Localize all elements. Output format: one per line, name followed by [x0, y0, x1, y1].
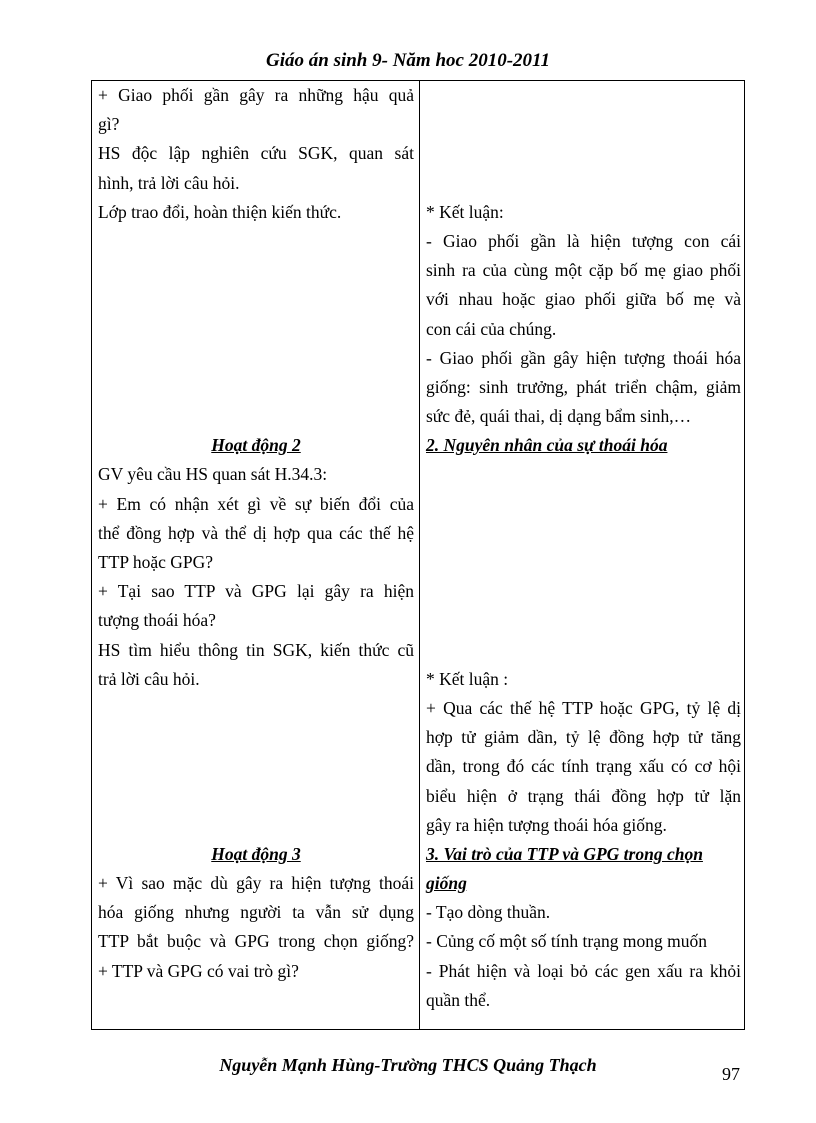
text-line: giống: sinh trưởng, phát triển chậm, giảm	[426, 376, 741, 397]
blank-line	[426, 81, 741, 110]
text-line: biểu hiện ở trạng thái đồng hợp tử lặn	[426, 785, 741, 806]
text-line: Lớp trao đổi, hoàn thiện kiến thức.	[98, 201, 342, 222]
text-line: quần thể.	[426, 989, 491, 1010]
text-line: con cái của chúng.	[426, 318, 557, 339]
blank-line	[98, 402, 414, 431]
text-line: tượng thoái hóa?	[98, 610, 216, 631]
text-line: thể đồng hợp và thể dị hợp qua các thế hệ	[98, 522, 414, 543]
text-line: trả lời câu hỏi.	[98, 668, 200, 689]
section-heading: 3. Vai trò của TTP và GPG trong chọn	[426, 843, 703, 864]
blank-line	[426, 636, 741, 665]
activity-heading: Hoạt động 3	[211, 843, 301, 864]
page-number: 97	[722, 1064, 740, 1084]
text-line: gì?	[98, 114, 120, 135]
blank-line	[98, 694, 414, 723]
blank-line	[98, 315, 414, 344]
blank-line	[98, 723, 414, 752]
text-line: HS độc lập nghiên cứu SGK, quan sát	[98, 143, 414, 164]
blank-line	[426, 110, 741, 139]
blank-line	[426, 490, 741, 519]
page-footer: Nguyễn Mạnh Hùng-Trường THCS Quảng Thạch	[219, 1055, 597, 1075]
page-header: Giáo án sinh 9- Năm hoc 2010-2011	[266, 50, 550, 71]
blank-line	[98, 256, 414, 285]
blank-line	[426, 139, 741, 168]
text-line: hình, trả lời câu hỏi.	[98, 172, 240, 193]
blank-line	[98, 373, 414, 402]
text-line: + Vì sao mặc dù gây ra hiện tượng thoái	[98, 873, 414, 894]
section-heading: 2. Nguyên nhân của sự thoái hóa	[426, 435, 668, 456]
text-line: gây ra hiện tượng thoái hóa giống.	[426, 814, 667, 835]
text-line: + Tại sao TTP và GPG lại gây ra hiện	[98, 581, 414, 602]
activity-column	[92, 81, 419, 986]
conclusion-label: * Kết luận:	[426, 201, 504, 222]
blank-line	[98, 782, 414, 811]
text-line: hóa giống nhưng người ta vẫn sử dụng	[98, 902, 414, 923]
text-line: TTP hoặc GPG?	[98, 552, 214, 572]
blank-line	[426, 519, 741, 548]
blank-line	[98, 344, 414, 373]
text-line: dần, trong đó các tính trạng xấu có cơ hội	[426, 756, 741, 777]
text-line: - Phát hiện và loại bỏ các gen xấu ra khỏi	[426, 960, 741, 981]
text-line: - Củng cố một số tính trạng mong muốn	[426, 931, 707, 952]
blank-line	[98, 752, 414, 781]
text-line: với nhau hoặc giao phối giữa bố mẹ và	[426, 289, 741, 310]
blank-line	[426, 169, 741, 198]
text-line: sinh ra của cùng một cặp bố mẹ giao phối	[426, 260, 741, 281]
blank-line	[426, 548, 741, 577]
text-line: HS tìm hiểu thông tin SGK, kiến thức cũ	[98, 639, 414, 660]
text-line: + Giao phối gần gây ra những hậu quả	[98, 85, 414, 105]
blank-line	[426, 577, 741, 606]
activity-heading: Hoạt động 2	[211, 435, 301, 456]
content-column	[420, 81, 746, 1015]
text-line: - Giao phối gần gây hiện tượng thoái hóa	[426, 347, 741, 368]
section-heading-cont: giống	[426, 873, 467, 894]
text-line: GV yêu cầu HS quan sát H.34.3:	[98, 464, 328, 485]
text-line: - Giao phối gần là hiện tượng con cái	[426, 230, 741, 251]
blank-line	[98, 285, 414, 314]
text-line: - Tạo dòng thuần.	[426, 902, 551, 923]
text-line: hợp tử giảm dần, tỷ lệ đồng hợp tử tăng	[426, 727, 741, 748]
blank-line	[426, 460, 741, 489]
conclusion-label: * Kết luận :	[426, 668, 509, 689]
text-line: + TTP và GPG có vai trò gì?	[98, 960, 299, 981]
text-line: + Qua các thế hệ TTP hoặc GPG, tỷ lệ dị	[426, 697, 741, 718]
lesson-table	[91, 80, 745, 1030]
text-line: sức đẻ, quái thai, dị dạng bẩm sinh,…	[426, 406, 692, 427]
blank-line	[426, 606, 741, 635]
text-line: + Em có nhận xét gì về sự biến đổi của	[98, 493, 414, 514]
blank-line	[98, 811, 414, 840]
blank-line	[98, 227, 414, 256]
text-line: TTP bắt buộc và GPG trong chọn giống?	[98, 931, 414, 952]
